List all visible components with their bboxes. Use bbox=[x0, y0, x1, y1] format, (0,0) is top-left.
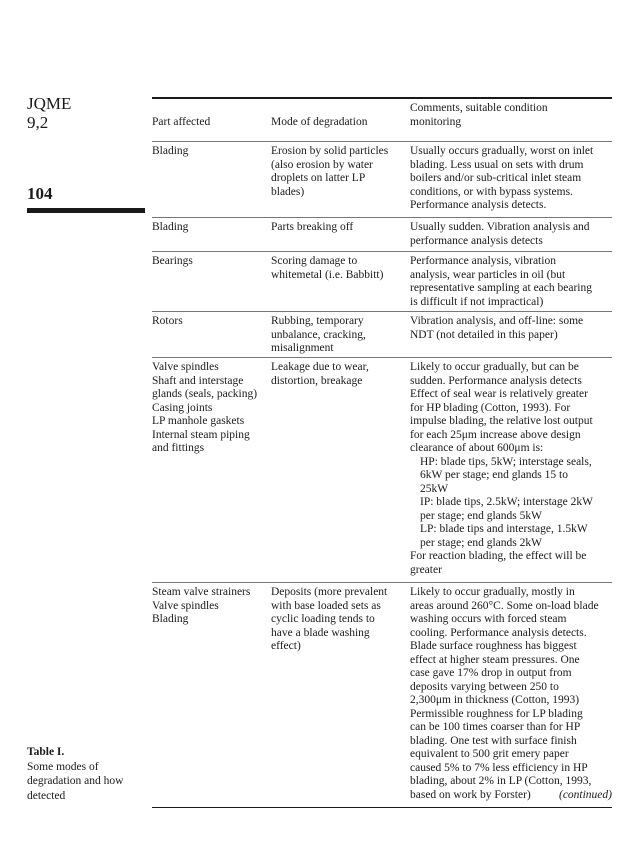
cell-mode: Erosion by solid particles (also erosion by water droplets on latter LP blades) bbox=[271, 145, 389, 198]
header-comments: Comments, suitable condition monitoring bbox=[410, 102, 548, 128]
table-row bbox=[152, 357, 612, 582]
table-row bbox=[152, 311, 612, 357]
continued-note: (continued) bbox=[558, 789, 612, 801]
table-row bbox=[152, 141, 612, 217]
cell-part: Bearings bbox=[152, 255, 193, 267]
header-mode-of-degradation: Mode of degradation bbox=[271, 115, 368, 128]
cell-comments: Usually occurs gradually, worst on inlet blading. Less usual on sets with drum boilers and/or sub-critical inlet steam conditions, or with bypass systems. Performance analysis detects. bbox=[410, 145, 594, 211]
cell-mode: Deposits (more prevalent with base loaded sets as cyclic loading tends to have a blade washing effect) bbox=[271, 586, 388, 652]
cell-part: Blading bbox=[152, 145, 189, 157]
table-caption-text: Some modes of degradation and how detected bbox=[27, 760, 124, 802]
table-body bbox=[152, 141, 612, 813]
comments-line: sudden. Performance analysis detects bbox=[410, 374, 582, 387]
table-top-rule bbox=[152, 97, 612, 99]
comments-line: impulse blading, the relative lost output bbox=[410, 415, 593, 427]
table-header bbox=[152, 100, 612, 134]
volume-issue: 9,2 bbox=[27, 113, 49, 132]
comments-tail: For reaction blading, the effect will be greater bbox=[410, 550, 587, 576]
journal-info bbox=[27, 94, 71, 132]
cell-comments: Vibration analysis, and off-line: some NDT (not detailed in this paper) bbox=[410, 315, 584, 341]
table-label: Table I. bbox=[27, 746, 65, 758]
cell-mode: Parts breaking off bbox=[271, 221, 354, 233]
comments-line: Effect of seal wear is relatively greater bbox=[410, 388, 588, 400]
comments-line: for each 25μm increase above design bbox=[410, 428, 581, 441]
comments-line: Likely to occur gradually, but can be bbox=[410, 361, 579, 373]
table-caption bbox=[27, 745, 145, 803]
comments-lp-detail: LP: blade tips and interstage, 1.5kW per stage; end glands 2kW bbox=[420, 523, 588, 549]
cell-mode: Scoring damage to whitemetal (i.e. Babbitt) bbox=[271, 255, 384, 281]
comments-line: clearance of about 600μm is: bbox=[410, 442, 544, 454]
cell-mode: Rubbing, temporary unbalance, cracking, misalignment bbox=[271, 315, 366, 354]
comments-line: for HP blading (Cotton, 1993). For bbox=[410, 401, 571, 414]
journal-name: JQME bbox=[27, 94, 72, 113]
table-row bbox=[152, 251, 612, 311]
page-number-bar bbox=[27, 208, 145, 213]
comments-hp-detail: HP: blade tips, 5kW; interstage seals, 6kW per stage; end glands 15 to 25kW bbox=[420, 455, 592, 495]
cell-comments bbox=[410, 361, 612, 577]
table-row bbox=[152, 582, 612, 813]
page-number: 104 bbox=[27, 184, 53, 203]
cell-part: Steam valve strainers Valve spindles Blading bbox=[152, 586, 251, 625]
cell-part: Blading bbox=[152, 221, 189, 233]
cell-comments: Usually sudden. Vibration analysis and performance analysis detects bbox=[410, 221, 590, 247]
cell-part: Valve spindles Shaft and interstage glands (seals, packing) Casing joints LP manhole gaskets Internal steam piping and fittings bbox=[152, 361, 258, 454]
cell-part: Rotors bbox=[152, 315, 183, 327]
cell-comments: Likely to occur gradually, mostly in areas around 260°C. Some on-load blade washing occurs with forced steam cooling. Performance analysis detects. Blade surface roughness has biggest effect at higher steam pressures. One case gave 17% drop in output from deposits varying between 250 to 2,300μm in thickness (Cotton, 1993) Permissible roughness for LP blading can be 100 times coarser than for HP blading. One test with surface finish equivalent to 500 grit emery paper caused 5% to 7% less efficiency in HP blading, about 2% in LP (Cotton, 1993, based on work by Forster) bbox=[410, 586, 599, 801]
cell-mode: Leakage due to wear, distortion, breakage bbox=[271, 361, 369, 387]
table-row bbox=[152, 217, 612, 251]
table-bottom-rule bbox=[152, 807, 612, 808]
comments-ip-detail: IP: blade tips, 2.5kW; interstage 2kW per stage; end glands 5kW bbox=[420, 496, 593, 522]
header-part-affected: Part affected bbox=[152, 115, 211, 128]
cell-comments: Performance analysis, vibration analysis, wear particles in oil (but representative sampling at each bearing is difficult if not impractical) bbox=[410, 255, 593, 308]
